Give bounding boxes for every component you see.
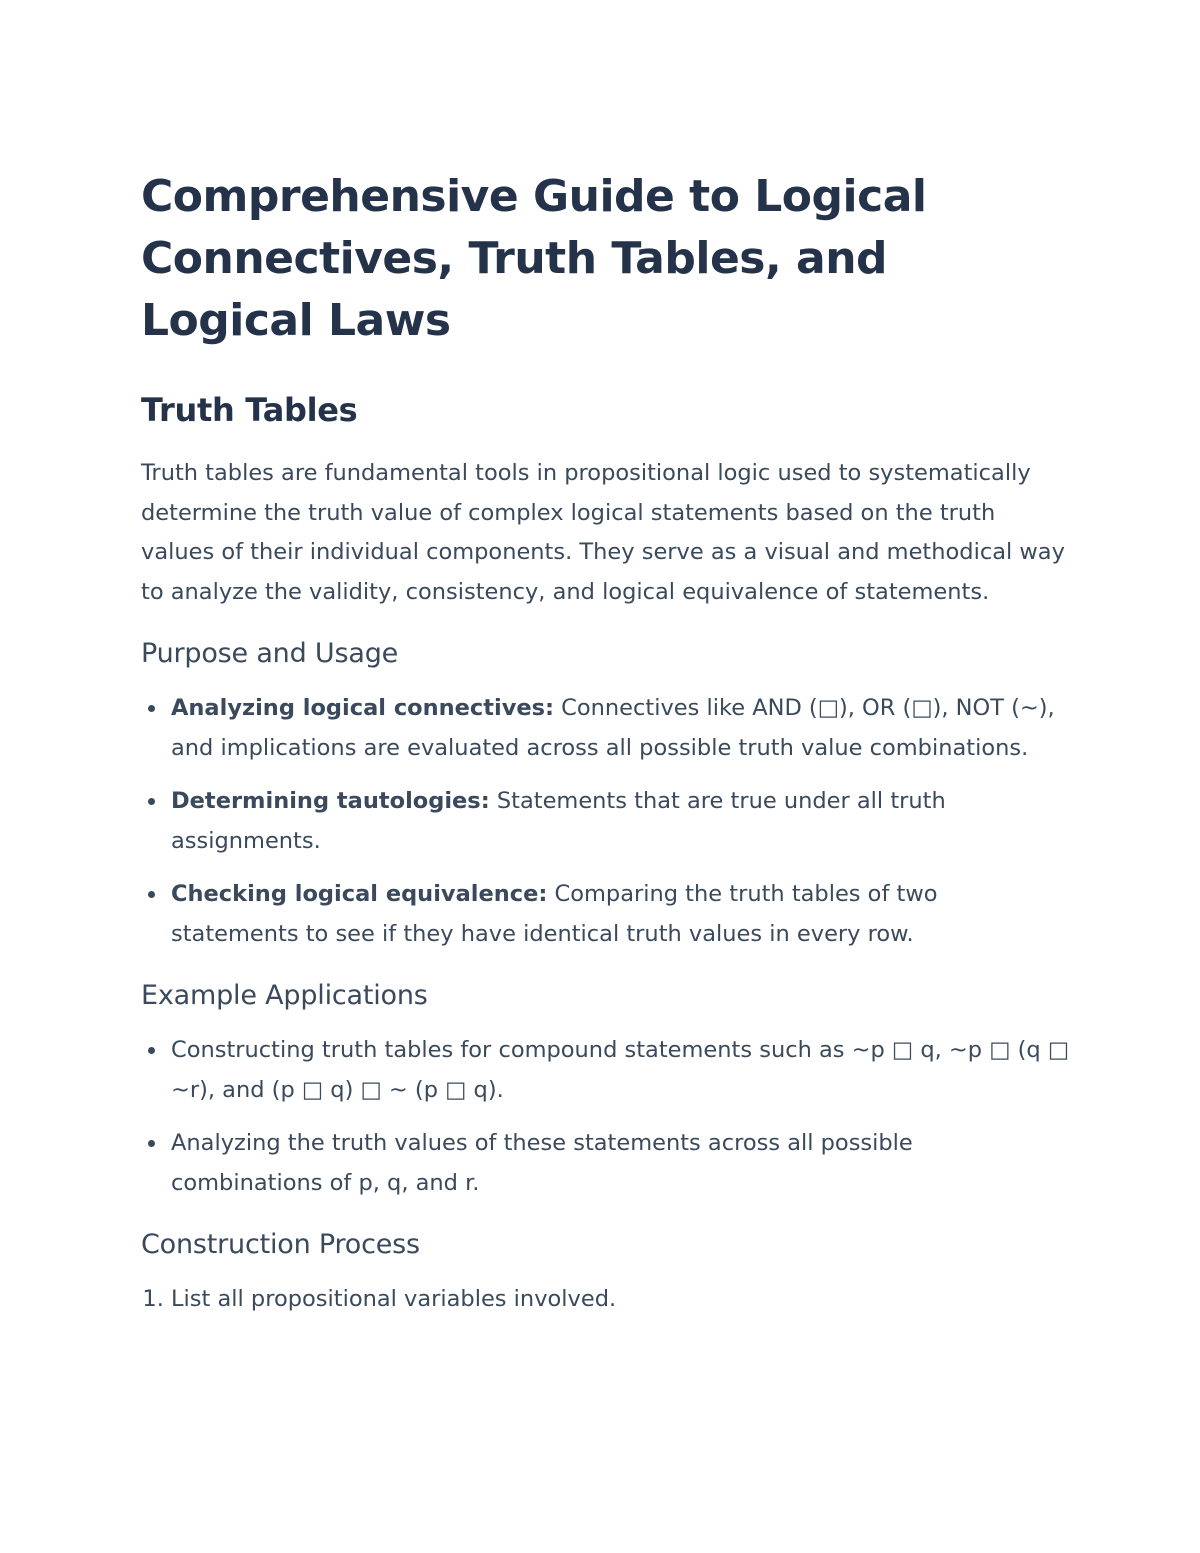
examples-list: [141, 1030, 1071, 1203]
construction-steps-list: [141, 1279, 1071, 1319]
purpose-list: [141, 688, 1071, 954]
list-item-term: Checking logical equivalence:: [171, 881, 548, 908]
list-item: [171, 781, 1071, 861]
list-item-text: Connectives like AND (□), OR (□), NOT (~), and implications are evaluated across all possible truth value combinations.: [171, 695, 1055, 762]
list-item-term: Determining tautologies:: [171, 788, 490, 815]
subheading-example-applications: Example Applications: [141, 980, 428, 1012]
list-item: Analyzing the truth values of these statements across all possible combinations of p, q, and r.: [171, 1123, 1071, 1203]
section-heading-truth-tables: Truth Tables: [141, 391, 358, 429]
subheading-construction-process: Construction Process: [141, 1229, 420, 1261]
list-item-term: Analyzing logical connectives:: [171, 695, 555, 722]
document-title: Comprehensive Guide to Logical Connectives, Truth Tables, and Logical Laws: [141, 171, 927, 346]
list-item: Constructing truth tables for compound statements such as ~p □ q, ~p □ (q □ ~r), and (p □ q) □ ~ (p □ q).: [171, 1030, 1071, 1110]
list-item: 1. List all propositional variables involved.: [171, 1279, 1071, 1319]
intro-paragraph: Truth tables are fundamental tools in propositional logic used to systematically determine the truth value of complex logical statements based on the truth values of their individual components. They serve as a visual and methodical way to analyze the validity, consistency, and logical equivalence of statements.: [141, 460, 1065, 605]
list-item: [171, 688, 1071, 768]
list-item: [171, 874, 1071, 954]
document-page: [141, 166, 1071, 1332]
subheading-purpose-and-usage: Purpose and Usage: [141, 638, 399, 670]
list-item-text: Comparing the truth tables of two statements to see if they have identical truth values in every row.: [171, 881, 938, 948]
list-item-text: Statements that are true under all truth assignments.: [171, 788, 946, 855]
